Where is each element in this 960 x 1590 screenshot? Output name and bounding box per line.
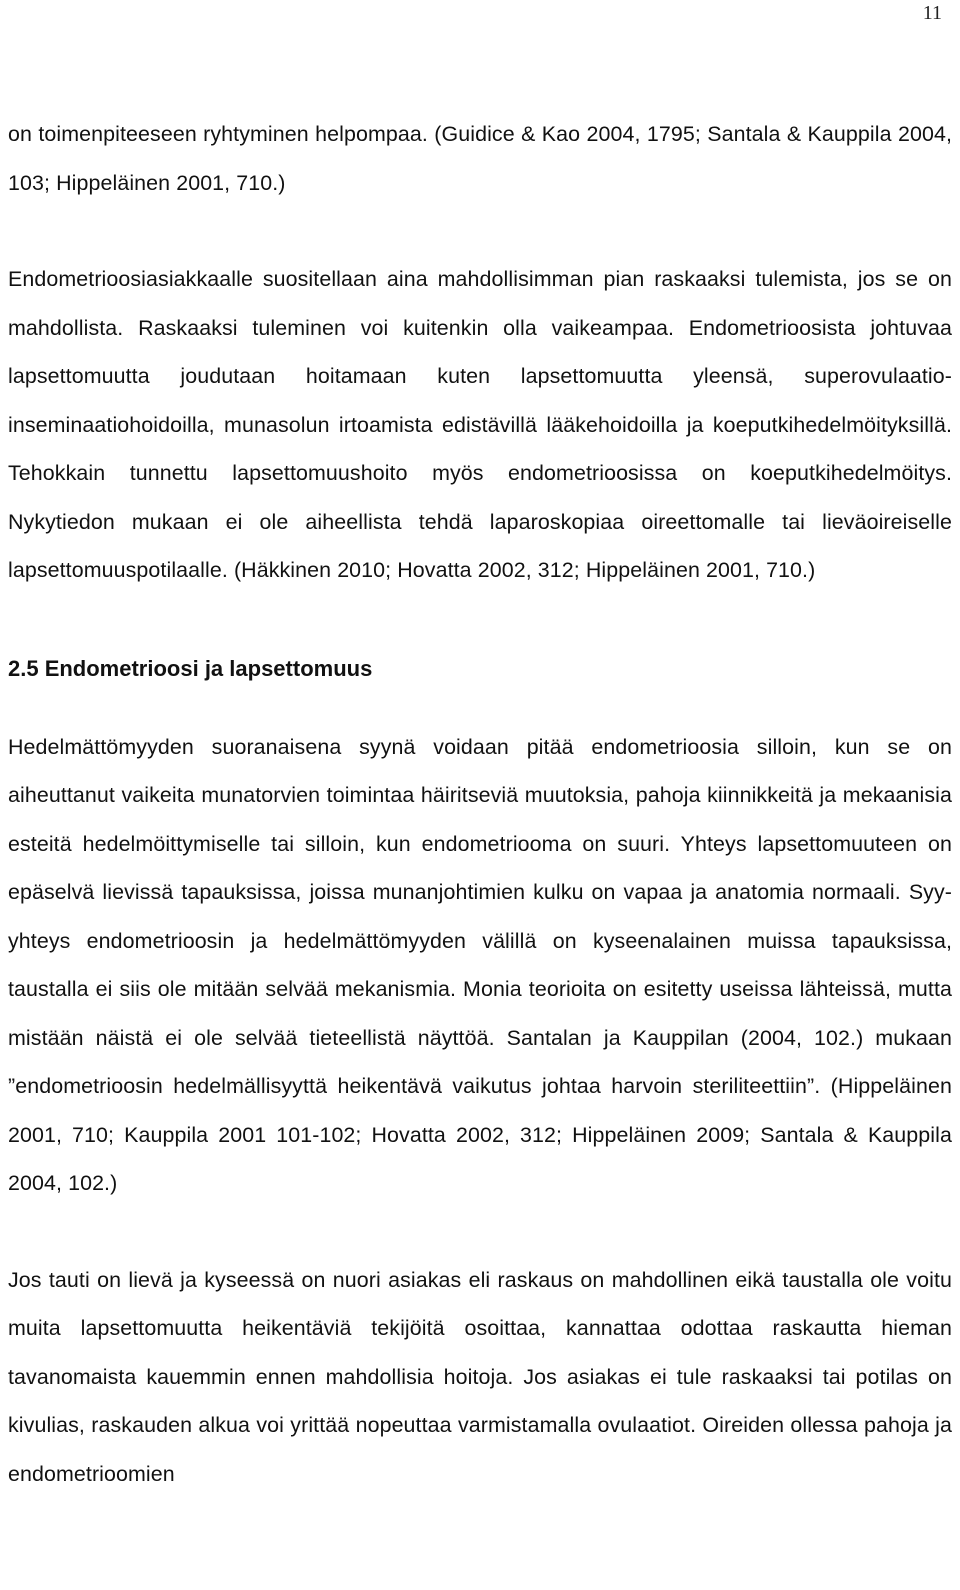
section-heading: 2.5 Endometrioosi ja lapsettomuus: [8, 655, 373, 681]
page-number: 11: [922, 2, 942, 24]
document-body: [8, 110, 952, 1498]
paragraph-infertility-causes: Hedelmättömyyden suoranaisena syynä voidaan pitää endometrioosia silloin, kun se on aiheuttanut vaikeita munatorvien toimintaa häiritseviä muutoksia, pahoja kiinnikkeitä ja mekaanisia esteitä hedelmöittymiselle tai silloin, kun endometriooma on suuri. Yhteys lapsettomuuteen on epäselvä lievissä tapauksissa, joissa munanjohtimien kulku on vapaa ja anatomia normaali. Syy-yhteys endometrioosin ja hedelmättömyyden välillä on kyseenalainen muissa tapauksissa, taustalla ei siis ole mitään selvää mekanismia. Monia teorioita on esitetty useissa lähteissä, mutta mistään näistä ei ole selvää tieteellistä näyttöä. Santalan ja Kauppilan (2004, 102.) mukaan ”endometrioosin hedelmällisyyttä heikentävä vaikutus johtaa harvoin steriliteettiin”. (Hippeläinen 2001, 710; Kauppila 2001 101-102; Hovatta 2002, 312; Hippeläinen 2009; Santala & Kauppila 2004, 102.): [8, 734, 952, 1195]
paragraph-pregnancy-advice: Endometrioosiasiakkaalle suositellaan aina mahdollisimman pian raskaaksi tulemista, jos se on mahdollista. Raskaaksi tuleminen voi kuitenkin olla vaikeampaa. Endometrioosista johtuvaa lapsettomuutta joudutaan hoitamaan kuten lapsettomuutta yleensä, superovulaatio-inseminaatiohoidoilla, munasolun irtoamista edistävillä lääkehoidoilla ja koeputkihedelmöityksillä. Tehokkain tunnettu lapsettomuushoito myös endometrioosissa on koeputkihedelmöitys. Nykytiedon mukaan ei ole aiheellista tehdä laparoskopiaa oireettomalle tai lieväoireiselle lapsettomuuspotilaalle. (Häkkinen 2010; Hovatta 2002, 312; Hippeläinen 2001, 710.): [8, 267, 952, 582]
paragraph-intro-continuation: on toimenpiteeseen ryhtyminen helpompaa. (Guidice & Kao 2004, 1795; Santala & Kauppila 2004, 103; Hippeläinen 2001, 710.): [8, 122, 952, 195]
paragraph-mild-disease: Jos tauti on lievä ja kyseessä on nuori asiakas eli raskaus on mahdollinen eikä taustalla ole voitu muita lapsettomuutta heikentäviä tekijöitä osoittaa, kannattaa odottaa raskautta hieman tavanomaista kauemmin ennen mahdollisia hoitoja. Jos asiakas ei tule raskaaksi tai potilas on kivulias, raskauden alkua voi yrittää nopeuttaa varmistamalla ovulaatiot. Oireiden ollessa pahoja ja endometrioomien: [8, 1267, 952, 1486]
